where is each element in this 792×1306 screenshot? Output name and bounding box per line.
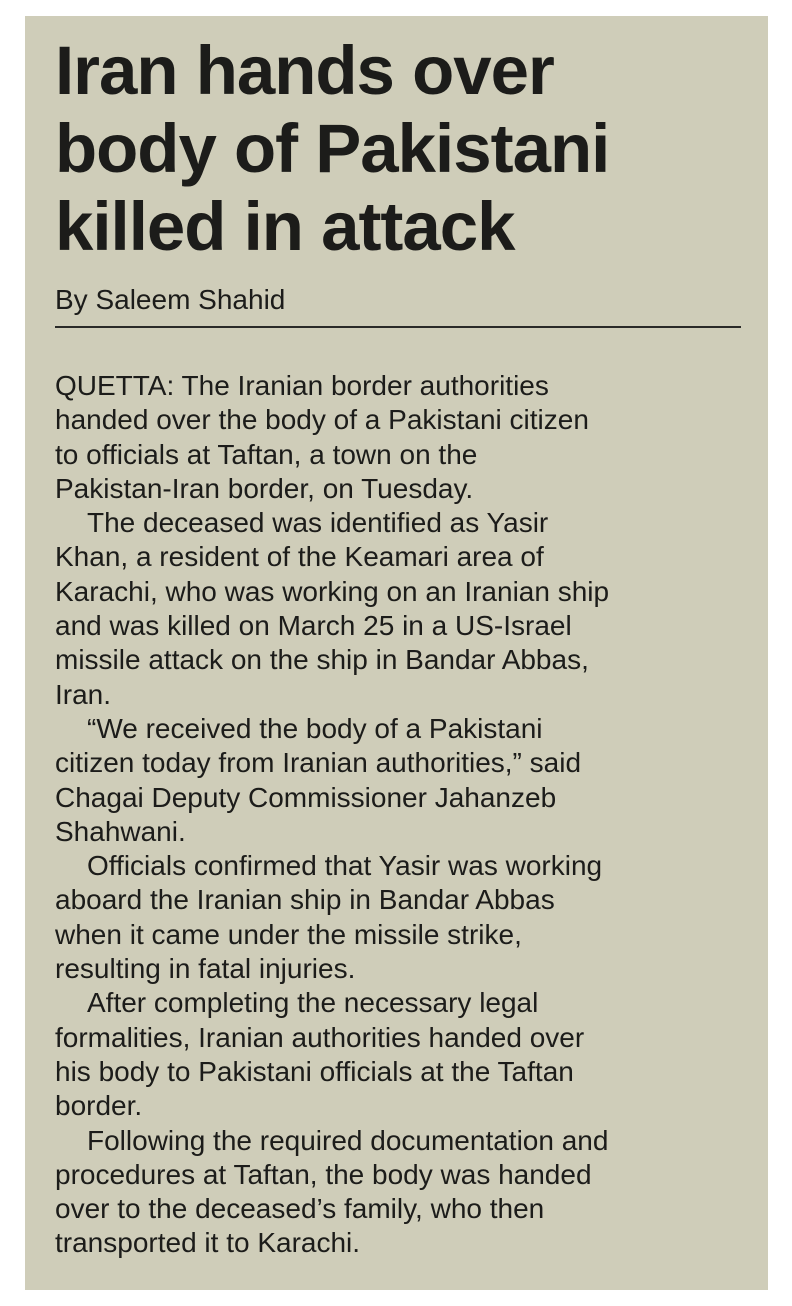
text-line: resulting in fatal injuries. [55,953,356,985]
text-line: to officials at Taftan, a town on the [55,438,478,470]
text-line: formalities, Iranian authorities handed over [55,1021,585,1053]
text-line: The deceased was identified as Yasir [87,507,549,539]
text-line: border. [55,1090,143,1122]
paragraph-transport [55,1124,745,1261]
text-line: QUETTA: The Iranian border authorities [55,370,549,401]
text-line: handed over the body of a Pakistani citizen [55,404,589,436]
headline-line: body of Pakistani [55,110,610,187]
text-line: Following the required documentation and [87,1124,609,1156]
text-line: missile attack on the ship in Bandar Abbas, [55,644,589,676]
text-line: After completing the necessary legal [87,987,539,1019]
text-line: Shahwani. [55,815,186,847]
headline-line: Iran hands over [55,32,554,109]
text-line: his body to Pakistani officials at the Taftan [55,1055,574,1087]
text-line: transported it to Karachi. [55,1227,361,1259]
paragraph-formalities [55,986,745,1123]
article-body [55,369,745,1261]
text-line: Karachi, who was working on an Iranian ship [55,575,610,607]
paragraph-dateline [55,369,745,506]
byline: By Saleem Shahid [55,284,286,315]
paragraph-deceased-identity [55,506,745,712]
text-line: procedures at Taftan, the body was handed [55,1158,592,1190]
headline-line: killed in attack [55,188,515,265]
text-line: “We received the body of a Pakistani [87,712,543,744]
text-line: Chagai Deputy Commissioner Jahanzeb [55,781,557,813]
text-line: and was killed on March 25 in a US-Israel [55,610,572,642]
paragraph-quote [55,712,745,849]
text-line: Pakistan-Iran border, on Tuesday. [55,472,474,504]
text-line: over to the deceased’s family, who then [55,1193,545,1225]
news-clipping [25,16,768,1290]
text-line: citizen today from Iranian authorities,” said [55,747,582,779]
text-line: aboard the Iranian ship in Bandar Abbas [55,884,555,916]
text-line: Iran. [55,678,112,710]
text-line: Officials confirmed that Yasir was working [87,850,603,882]
headline [55,32,755,266]
paragraph-officials-confirmed [55,849,745,986]
text-line: when it came under the missile strike, [55,918,522,950]
text-line: Khan, a resident of the Keamari area of [55,541,544,573]
byline-divider [55,326,741,328]
